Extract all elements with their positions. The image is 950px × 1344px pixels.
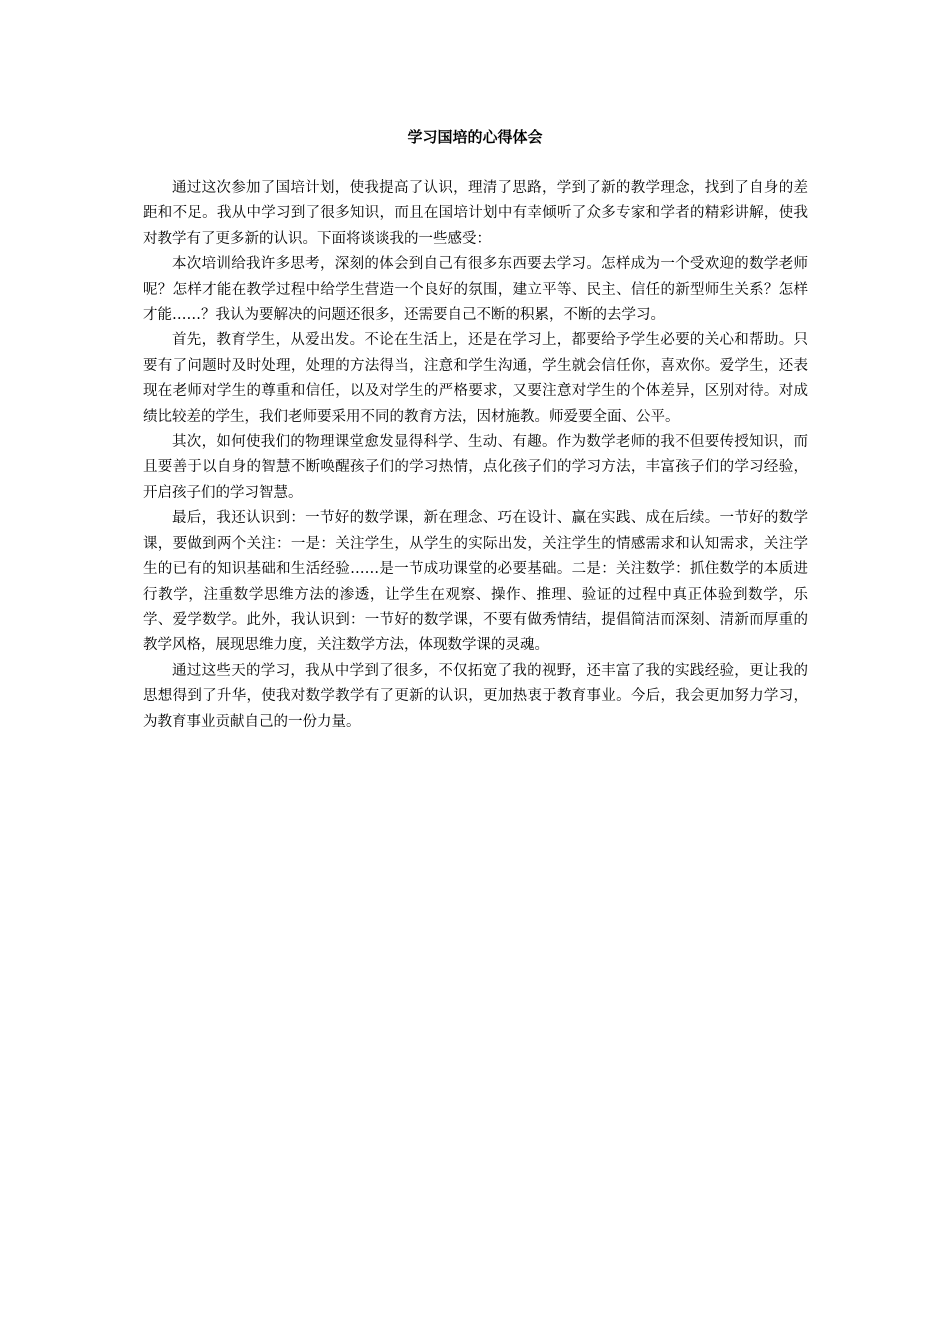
- paragraph-intro: 通过这次参加了国培计划，使我提高了认识，理清了思路，学到了新的教学理念，找到了自身的差距和不足。我从中学习到了很多知识，而且在国培计划中有幸倾听了众多专家和学者的精彩讲解，使我对教学有了更多新的认识。下面将谈谈我的一些感受：: [143, 180, 808, 247]
- paragraph-reflection: 本次培训给我许多思考，深刻的体会到自己有很多东西要去学习。怎样成为一个受欢迎的数学老师呢？怎样才能在教学过程中给学生营造一个良好的氛围，建立平等、民主、信任的新型师生关系？怎样才能……？我认为要解决的问题还很多，还需要自己不断的积累，不断的去学习。: [143, 256, 808, 324]
- paragraph-last: 最后，我还认识到：一节好的数学课，新在理念、巧在设计、赢在实践、成在后续。一节好的数学课，要做到两个关注：一是：关注学生，从学生的实际出发，关注学生的情感需求和认知需求，关注学生的已有的知识基础和生活经验……是一节成功课堂的必要基础。二是：关注数学：抓住数学的本质进行教学，注重数学思维方法的渗透，让学生在观察、操作、推理、验证的过程中真正体验到数学，乐学、爱学数学。此外，我认识到：一节好的数学课，不要有做秀情结，提倡简洁而深刻、清新而厚重的教学风格，展现思维力度，关注数学方法，体现数学课的灵魂。: [143, 510, 808, 654]
- document-body: [143, 176, 808, 735]
- paragraph-conclusion: 通过这些天的学习，我从中学到了很多，不仅拓宽了我的视野，还丰富了我的实践经验，更让我的思想得到了升华，使我对数学教学有了更新的认识，更加热衷于教育事业。今后，我会更加努力学习，为教育事业贡献自己的一份力量。: [143, 662, 808, 730]
- document-title: 学习国培的心得体会: [407, 128, 543, 146]
- paragraph-second: 其次，如何使我们的物理课堂愈发显得科学、生动、有趣。作为数学老师的我不但要传授知识，而且要善于以自身的智慧不断唤醒孩子们的学习热情，点化孩子们的学习方法，丰富孩子们的学习经验，开启孩子们的学习智慧。: [143, 434, 808, 501]
- paragraph-first: 首先，教育学生，从爱出发。不论在生活上，还是在学习上，都要给予学生必要的关心和帮助。只要有了问题时及时处理，处理的方法得当，注意和学生沟通，学生就会信任你，喜欢你。爱学生，还表现在老师对学生的尊重和信任，以及对学生的严格要求，又要注意对学生的个体差异，区别对待。对成绩比较差的学生，我们老师要采用不同的教育方法，因材施教。师爱要全面、公平。: [143, 332, 808, 425]
